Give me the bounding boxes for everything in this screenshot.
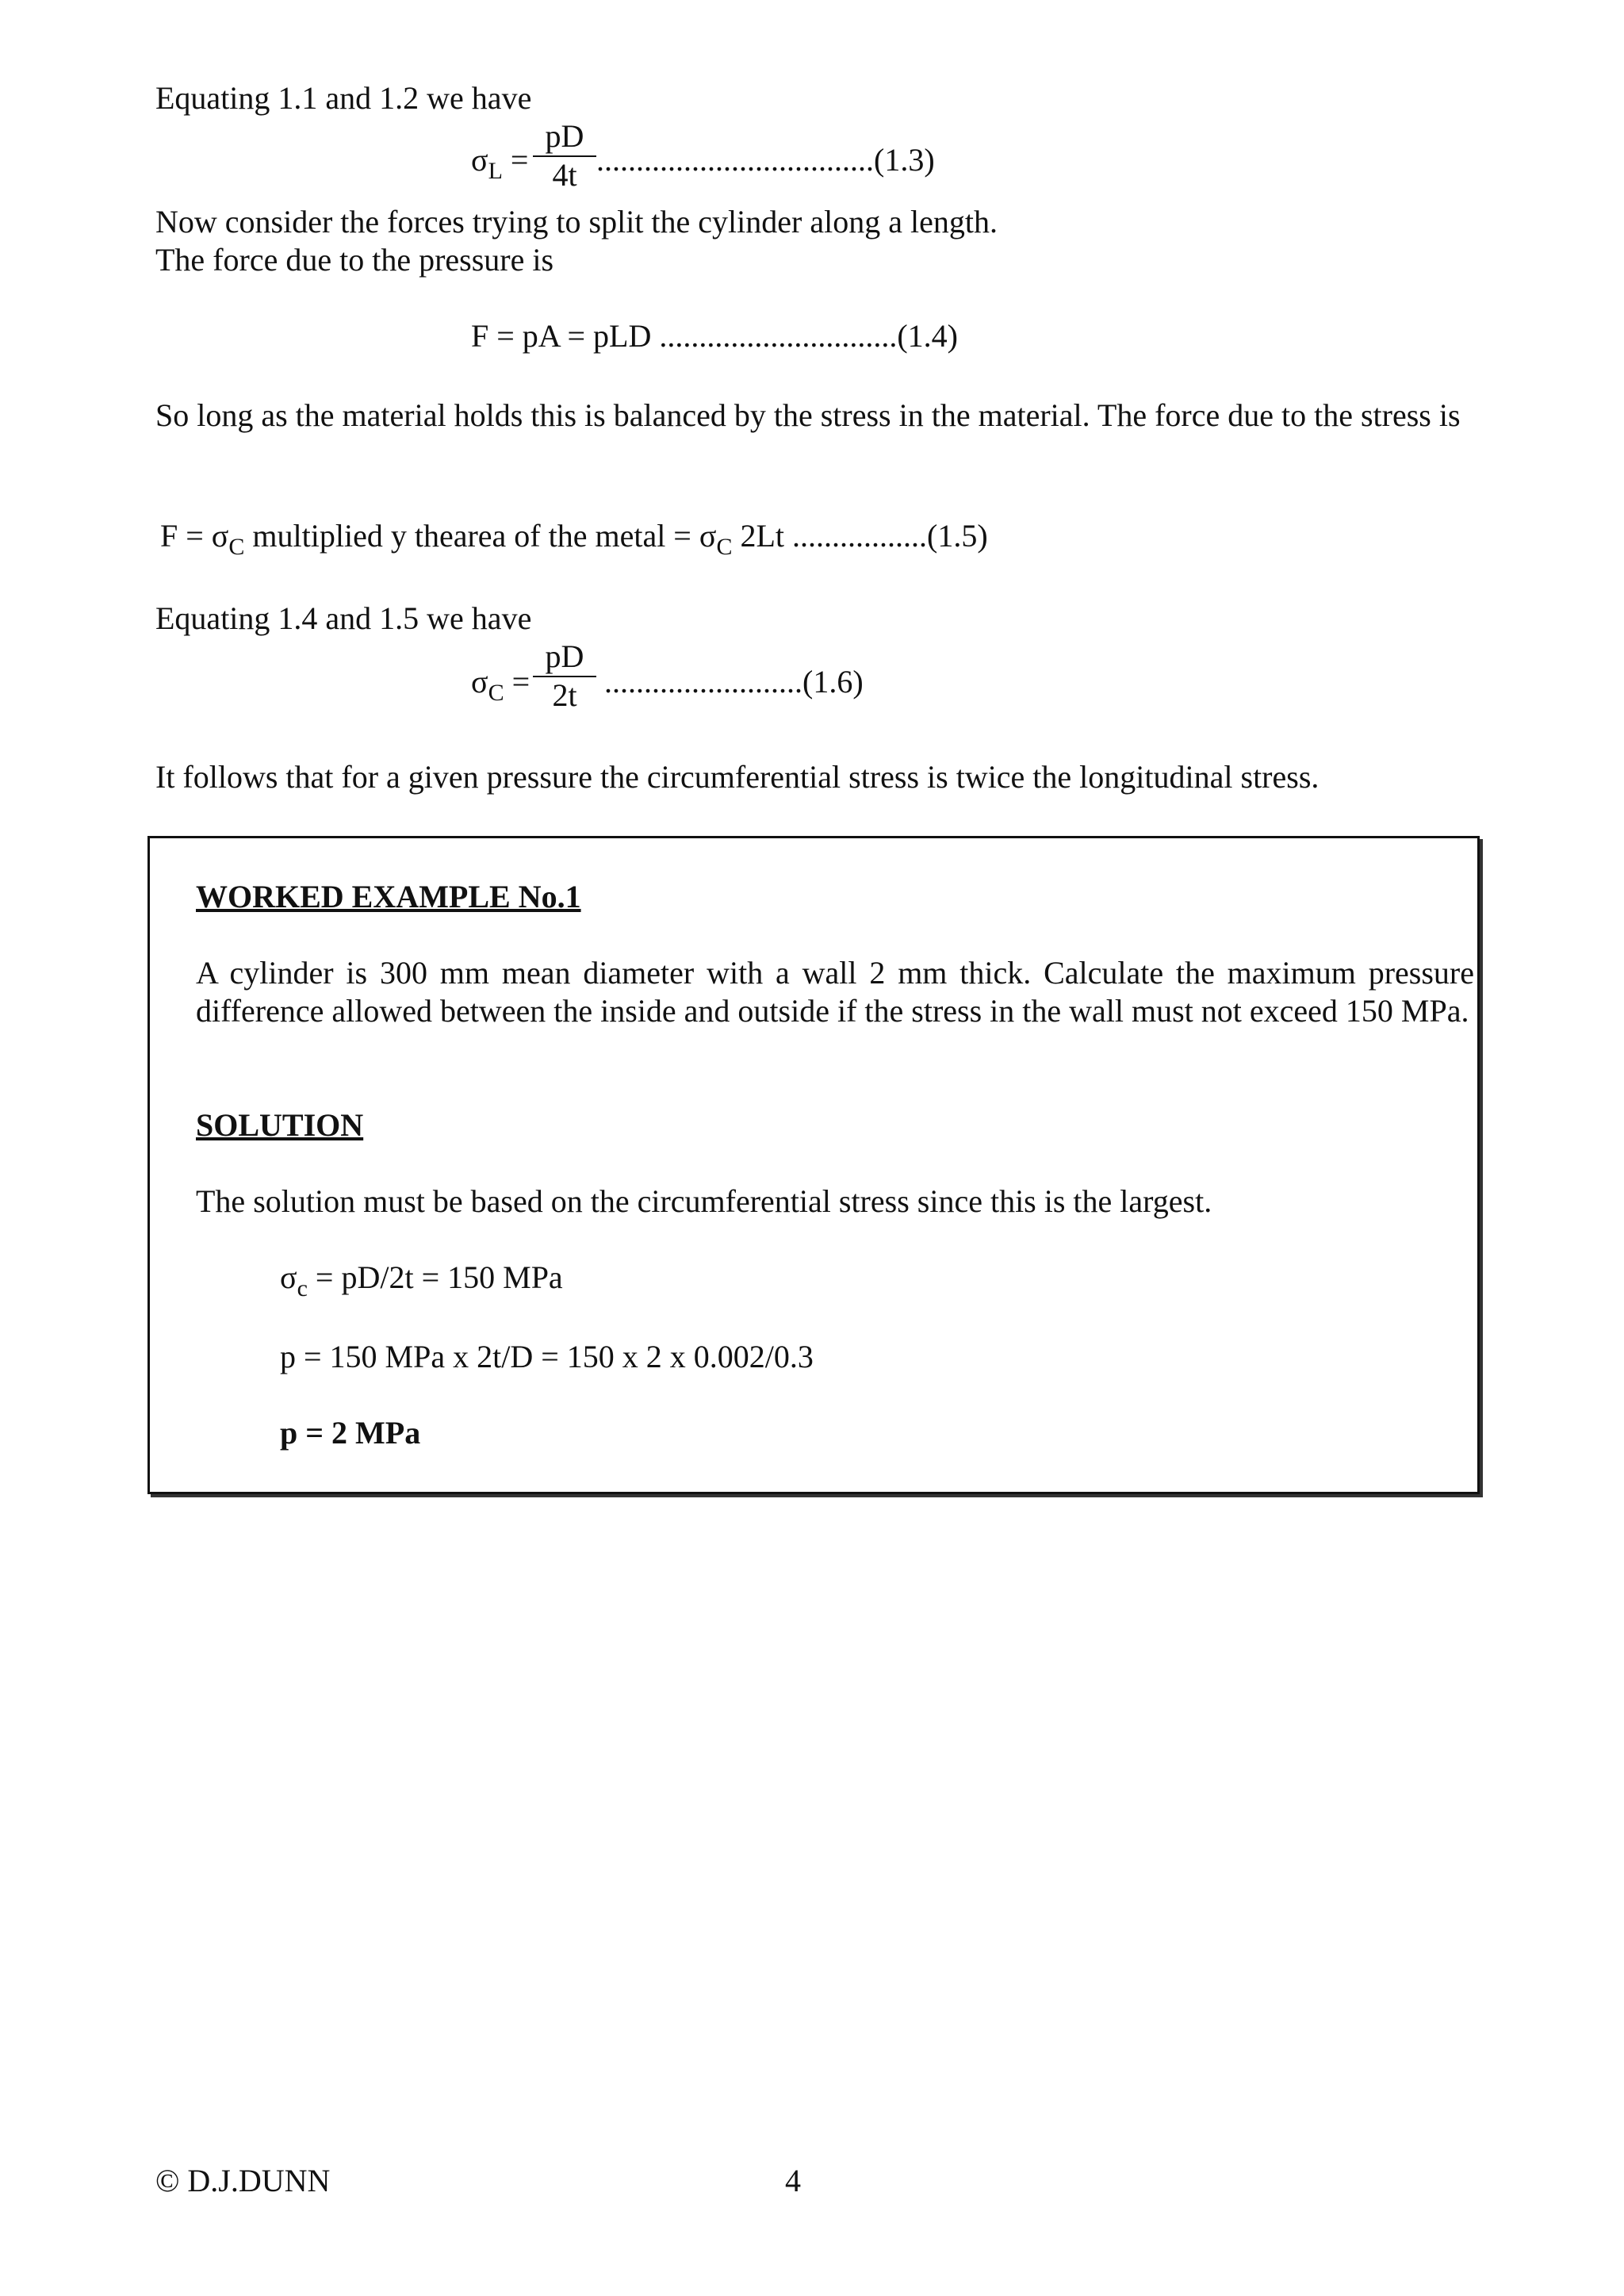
solution-heading: SOLUTION xyxy=(196,1107,364,1143)
eq13-lhs: $\sigma_L$ = xyxy=(471,142,529,184)
page-number: 4 xyxy=(785,2163,801,2198)
solution-text: The solution must be based on the circumferential stress since this is the largest. xyxy=(196,1183,1212,1219)
eq14: F = pA = pLD ..............................(1.4) xyxy=(471,318,959,354)
solution-line1: $\sigma_c = pD/2t = 150$ MPa xyxy=(280,1259,563,1301)
worked-example-problem: A cylinder is 300 mm mean diameter with a wall 2 mm thick. Calculate the maximum pressure difference allowed between the inside and outside if the stress in the wall must not exceed 150 MPa. xyxy=(196,955,1474,1029)
worked-example-heading: WORKED EXAMPLE No.1 xyxy=(196,879,581,914)
intro2-text: Equating 1.4 and 1.5 we have xyxy=(155,600,532,636)
eq15: $F = \sigma_C$ multiplied y thearea of the metal = $\sigma_C$ 2Lt .................(1.5) xyxy=(160,518,988,560)
solution-line2: p = 150 MPa x 2t/D = 150 x 2 x 0.002/0.3 xyxy=(280,1339,814,1374)
para1-line2: The force due to the pressure is xyxy=(155,242,554,278)
eq16-lhs: $\sigma_C$ = xyxy=(471,664,530,706)
para1-line1: Now consider the forces trying to split the cylinder along a length. xyxy=(155,204,998,240)
eq16-tail: .........................(1.6) xyxy=(604,664,864,700)
solution-answer: p = 2 MPa xyxy=(280,1415,421,1451)
eq13-fraction: $\frac{pD}{4t}$ xyxy=(533,119,596,194)
eq16-fraction: $\frac{pD}{2t}$ xyxy=(533,639,596,714)
eq13-tail: ...................................(1.3) xyxy=(596,142,935,178)
para2: So long as the material holds this is balanced by the stress in the material. The force due to the stress is xyxy=(155,397,1461,433)
footer-copyright: © D.J.DUNN xyxy=(155,2163,331,2198)
intro-text: Equating 1.1 and 1.2 we have xyxy=(155,80,532,116)
para3: It follows that for a given pressure the circumferential stress is twice the longitudinal stress. xyxy=(155,759,1320,795)
worked-example-box xyxy=(147,836,1480,1494)
